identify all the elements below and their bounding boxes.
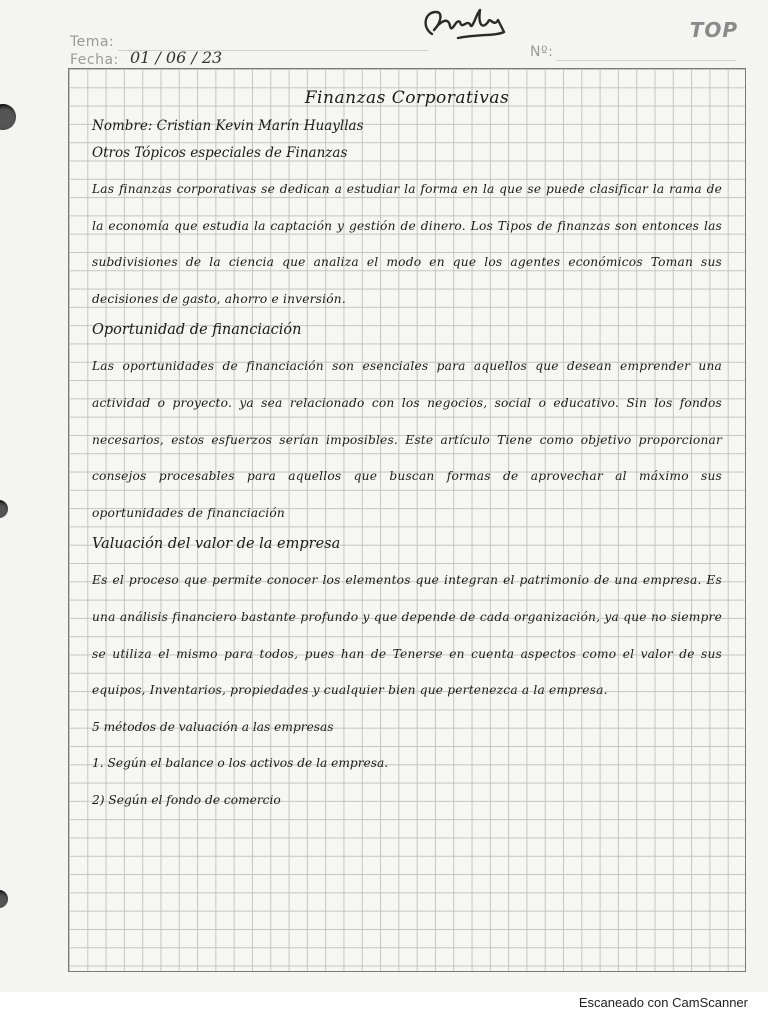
financiacion-paragraph: Las oportunidades de financiación son esenciales para aquellos que desean emprender una actividad o proyecto. ya sea relacionado con los negocios, social o educativo. Sin los fondos necesarios, estos esfuerzos serían imposibles. Este artículo Tiene como objetivo proporcionar consejos procesables para aquellos que buscan formas de aprovechar al máximo sus oportunidades de financiación bbox=[92, 359, 722, 520]
list-item: 1. Según el balance o los activos de la empresa. bbox=[92, 756, 389, 771]
student-name: Nombre: Cristian Kevin Marín Huayllas bbox=[92, 118, 364, 134]
brand-logo: TOP bbox=[689, 18, 738, 42]
valuacion-paragraph: Es el proceso que permite conocer los elementos que integran el patrimonio de una empresa. Es una análisis financiero bastante profundo y que depende de cada organización, ya que no siempre se utiliza el mismo para todos, pues han de Tenerse en cuenta aspectos como el valor de sus equipos, Inventarios, propiedades y cualquier bien que pertenezca a la empresa. bbox=[92, 573, 722, 698]
document-title: Finanzas Corporativas bbox=[304, 88, 510, 108]
methods-list bbox=[92, 709, 722, 819]
section-heading-financiacion: Oportunidad de financiación bbox=[92, 322, 302, 339]
signature bbox=[418, 4, 510, 48]
numero-line bbox=[556, 60, 736, 61]
camscanner-watermark: Escaneado con CamScanner bbox=[578, 995, 748, 1010]
intro-paragraph: Las finanzas corporativas se dedican a estudiar la forma en la que se puede clasificar la rama de la economía que estudia la captación y gestión de dinero. Los Tipos de finanzas son entonces las subdivisiones de la ciencia que analiza el modo en que los agentes económicos Toman sus decisiones de gasto, ahorro e inversión. bbox=[92, 182, 722, 306]
methods-heading: 5 métodos de valuación a las empresas bbox=[92, 719, 334, 734]
numero-label: Nº: bbox=[530, 44, 554, 60]
tema-label: Tema: bbox=[70, 34, 115, 50]
document-subtitle: Otros Tópicos especiales de Finanzas bbox=[92, 145, 348, 161]
fecha-label: Fecha: bbox=[70, 52, 119, 68]
binder-hole bbox=[0, 104, 16, 130]
binder-hole bbox=[0, 500, 8, 518]
list-item: 2) Según el fondo de comercio bbox=[92, 792, 281, 807]
binder-hole bbox=[0, 890, 8, 908]
fecha-value: 01 / 06 / 23 bbox=[130, 48, 223, 67]
section-heading-valuacion: Valuación del valor de la empresa bbox=[92, 536, 341, 553]
document-content bbox=[92, 88, 722, 819]
